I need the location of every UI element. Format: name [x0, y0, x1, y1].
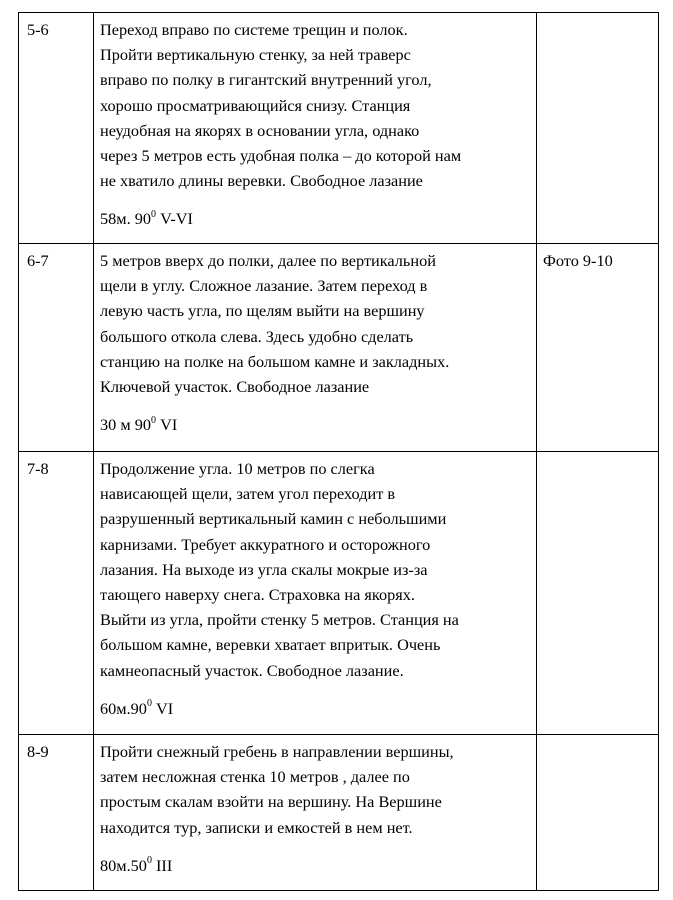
description-cell [94, 452, 537, 735]
difficulty-grade: III [151, 855, 173, 875]
segment-cell: 7-8 [19, 452, 94, 735]
difficulty-grade: V-VI [156, 209, 193, 229]
difficulty-grade: VI [151, 698, 174, 718]
segment-cell: 8-9 [19, 735, 94, 891]
length-angle: 30 м 90 [100, 415, 152, 435]
length-angle: 58м. 90 [100, 209, 152, 229]
degree-superscript: 0 [146, 855, 152, 867]
table-row [19, 452, 659, 735]
length-angle: 80м.50 [100, 855, 147, 875]
length-angle: 60м.90 [100, 698, 147, 718]
note-cell: Фото 9-10 [537, 244, 659, 452]
description-cell [94, 244, 537, 452]
table-row [19, 13, 659, 244]
segment-characteristics [100, 206, 530, 231]
segment-cell: 5-6 [19, 13, 94, 244]
description-cell [94, 735, 537, 891]
description-text: 5 метров вверх до полки, далее по вертикальной щели в углу. Сложное лазание. Затем переход в левую часть угла, по щелям выйти на вершину большого откола слева. Здесь удобно сделать станцию на полке на большом камне и закладных. Ключевой участок. Свободное лазание [100, 251, 450, 397]
route-description-table [18, 12, 659, 891]
description-text: Пройти снежный гребень в направлении вершины, затем несложная стенка 10 метров , далее по простым скалам взойти на вершину. На Вершине находится тур, записки и емкостей в нем нет. [100, 742, 454, 837]
description-text: Переход вправо по системе трещин и полок. Пройти вертикальную стенку, за ней траверс вправо по полку в гигантский внутренний угол, хорошо просматривающийся снизу. Станция неудобная на якорях в основании угла, однако через 5 метров есть удобная полка – до которой нам не хватило длины веревки. Свободное лазание [100, 20, 462, 191]
segment-characteristics [100, 412, 530, 437]
note-cell [537, 13, 659, 244]
table-row [19, 244, 659, 452]
segment-characteristics [100, 696, 530, 721]
description-text: Продолжение угла. 10 метров по слегка нависающей щели, затем угол переходит в разрушенный вертикальный камин с небольшими карнизами. Требует аккуратного и осторожного лазания. На выходе из угла скалы мокрые из-за тающего наверху снега. Страховка на якорях. Выйти из угла, пройти стенку 5 метров. Станция на большом камне, веревки хватает впритык. Очень камнеопасный участок. Свободное лазание. [100, 459, 459, 680]
segment-characteristics [100, 853, 530, 878]
description-cell [94, 13, 537, 244]
segment-cell: 6-7 [19, 244, 94, 452]
note-cell [537, 735, 659, 891]
table-row [19, 735, 659, 891]
note-cell [537, 452, 659, 735]
degree-superscript: 0 [151, 209, 157, 220]
degree-superscript: 0 [151, 414, 157, 426]
degree-superscript: 0 [146, 698, 152, 710]
difficulty-grade: VI [156, 415, 178, 435]
